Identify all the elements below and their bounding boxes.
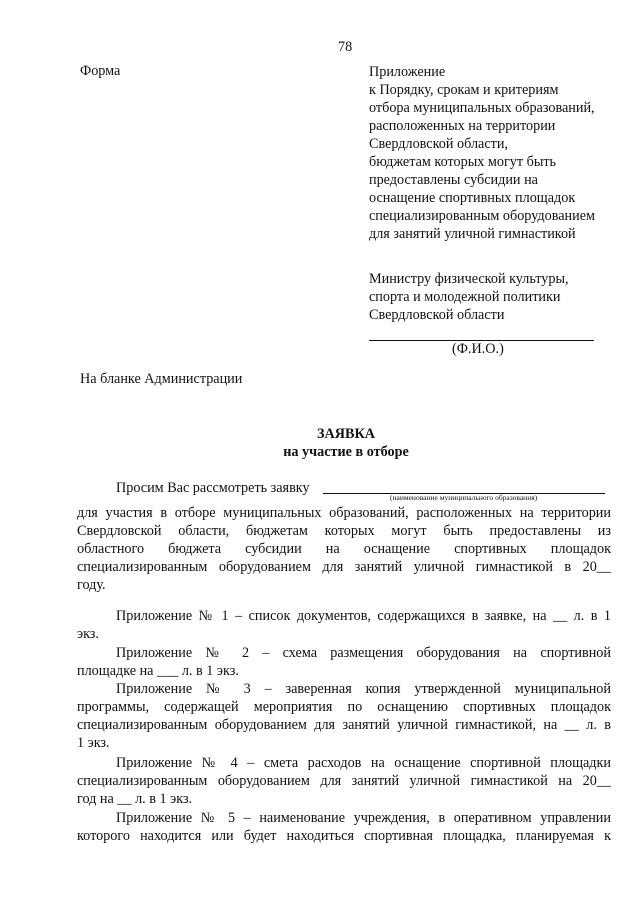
request-line: Свердловской области, бюджетам которых могут быть предоставлены из [77,523,611,539]
form-label: Форма [80,63,121,79]
appendix-line: Свердловской области, [369,136,508,152]
appendix-line: бюджетам которых могут быть [369,154,557,170]
addressee-line: спорта и молодежной политики [369,289,561,305]
attachment-line: Приложение № 1 – список документов, содержащихся в заявке, на __ л. в 1 [116,608,611,624]
letterhead-note: На бланке Администрации [80,371,243,387]
addressee-line: Свердловской области [369,307,505,323]
appendix-line: для занятий уличной гимнастикой [369,226,576,242]
appendix-line: к Порядку, срокам и критериям [369,82,559,98]
signature-caption: (Ф.И.О.) [452,341,504,357]
attachment-line: программы, содержащей мероприятия по оснащению спортивных площадок [77,699,611,715]
request-lead: Просим Вас рассмотреть заявку [116,480,310,496]
attachment-line: специализированным оборудованием для занятий уличной гимнастикой, на __ л. в [77,717,611,733]
addressee-line: Министру физической культуры, [369,271,569,287]
request-line: специализированным оборудованием для занятий уличной гимнастикой в 20__ [77,559,611,575]
request-line: для участия в отборе муниципальных образований, расположенных на территории [77,505,611,521]
attachment-line: Приложение № 3 – заверенная копия утвержденной муниципальной [116,681,611,697]
attachment-line: год на __ л. в 1 экз. [77,791,193,807]
attachment-line: 1 экз. [77,735,110,751]
request-line: областного бюджета субсидии на оснащение спортивных площадок [77,541,611,557]
appendix-line: отбора муниципальных образований, [369,100,595,116]
attachment-line: Приложение № 2 – схема размещения оборудования на спортивной [116,645,611,661]
page-number: 78 [338,39,353,55]
appendix-line: Приложение [369,64,446,80]
document-title: ЗАЯВКА [317,426,375,442]
document-subtitle: на участие в отборе [283,444,409,460]
appendix-line: оснащение спортивных площадок [369,190,576,206]
attachment-line: которого находится или будет находиться спортивная площадка, планируемая к [77,828,611,844]
attachment-line: площадке на ___ л. в 1 экз. [77,663,239,679]
request-line: году. [77,577,106,593]
attachment-line: экз. [77,626,99,642]
appendix-line: специализированным оборудованием [369,208,595,224]
municipality-caption: (наименование муниципального образования) [390,493,538,502]
appendix-line: расположенных на территории [369,118,556,134]
appendix-line: предоставлены субсидии на [369,172,538,188]
attachment-line: специализированным оборудованием для занятий уличной гимнастикой на 20__ [77,773,611,789]
attachment-line: Приложение № 5 – наименование учреждения, в оперативном управлении [116,810,611,826]
attachment-line: Приложение № 4 – смета расходов на оснащение спортивной площадки [116,755,611,771]
